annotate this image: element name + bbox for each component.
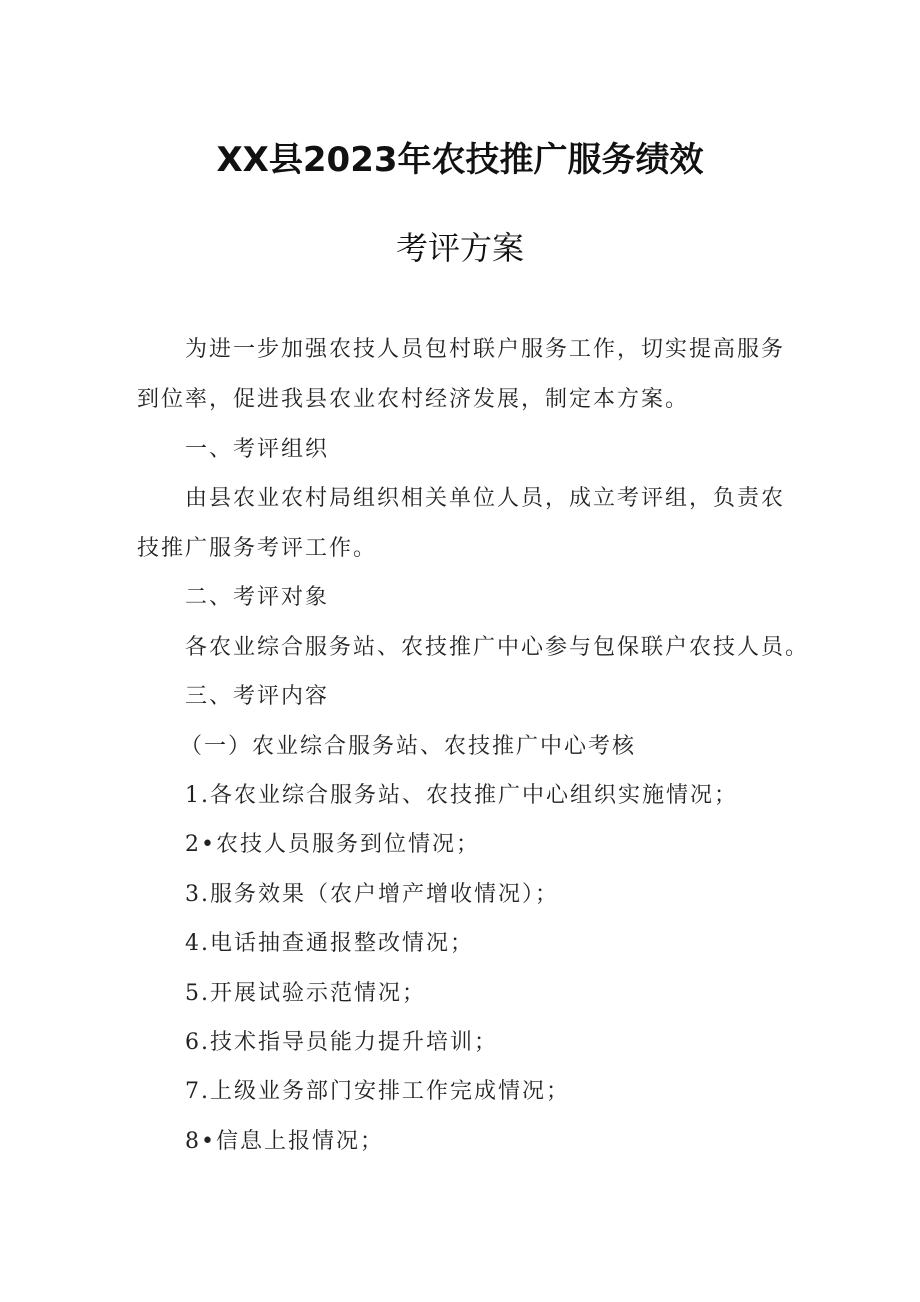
list-item: 2•农技人员服务到位情况； <box>185 832 480 857</box>
list-item: 4.电话抽查通报整改情况； <box>185 931 474 956</box>
list-item: 1.各农业综合服务站、农技推广中心组织实施情况； <box>185 783 738 808</box>
section-3-heading: 三、考评内容 <box>185 684 330 709</box>
list-item: 6.技术指导员能力提升培训； <box>185 1030 498 1055</box>
list-item: 7.上级业务部门安排工作完成情况； <box>185 1079 570 1104</box>
section-1-heading: 一、考评组织 <box>185 437 330 462</box>
list-item: 8•信息上报情况； <box>185 1129 384 1154</box>
document-title-continued: 考评方案 <box>395 229 524 267</box>
intro-paragraph: 为进一步加强农技人员包村联户服务工作，切实提高服务到位率，促进我县农业农村经济发展，制定本方案。 <box>137 337 786 412</box>
section-2-text: 各农业综合服务站、农技推广中心参与包保联户农技人员。 <box>185 635 810 660</box>
section-1-text: 由县农业农村局组织相关单位人员，成立考评组，负责农技推广服务考评工作。 <box>137 486 786 561</box>
list-item: 5.开展试验示范情况； <box>185 981 426 1006</box>
section-2-heading: 二、考评对象 <box>185 585 330 610</box>
section-3-subheading: （一）农业综合服务站、农技推广中心考核 <box>180 734 637 759</box>
document-title: XX县2023年农技推广服务绩效 <box>216 140 704 180</box>
list-item: 3.服务效果（农户增产增收情况）； <box>185 882 559 907</box>
